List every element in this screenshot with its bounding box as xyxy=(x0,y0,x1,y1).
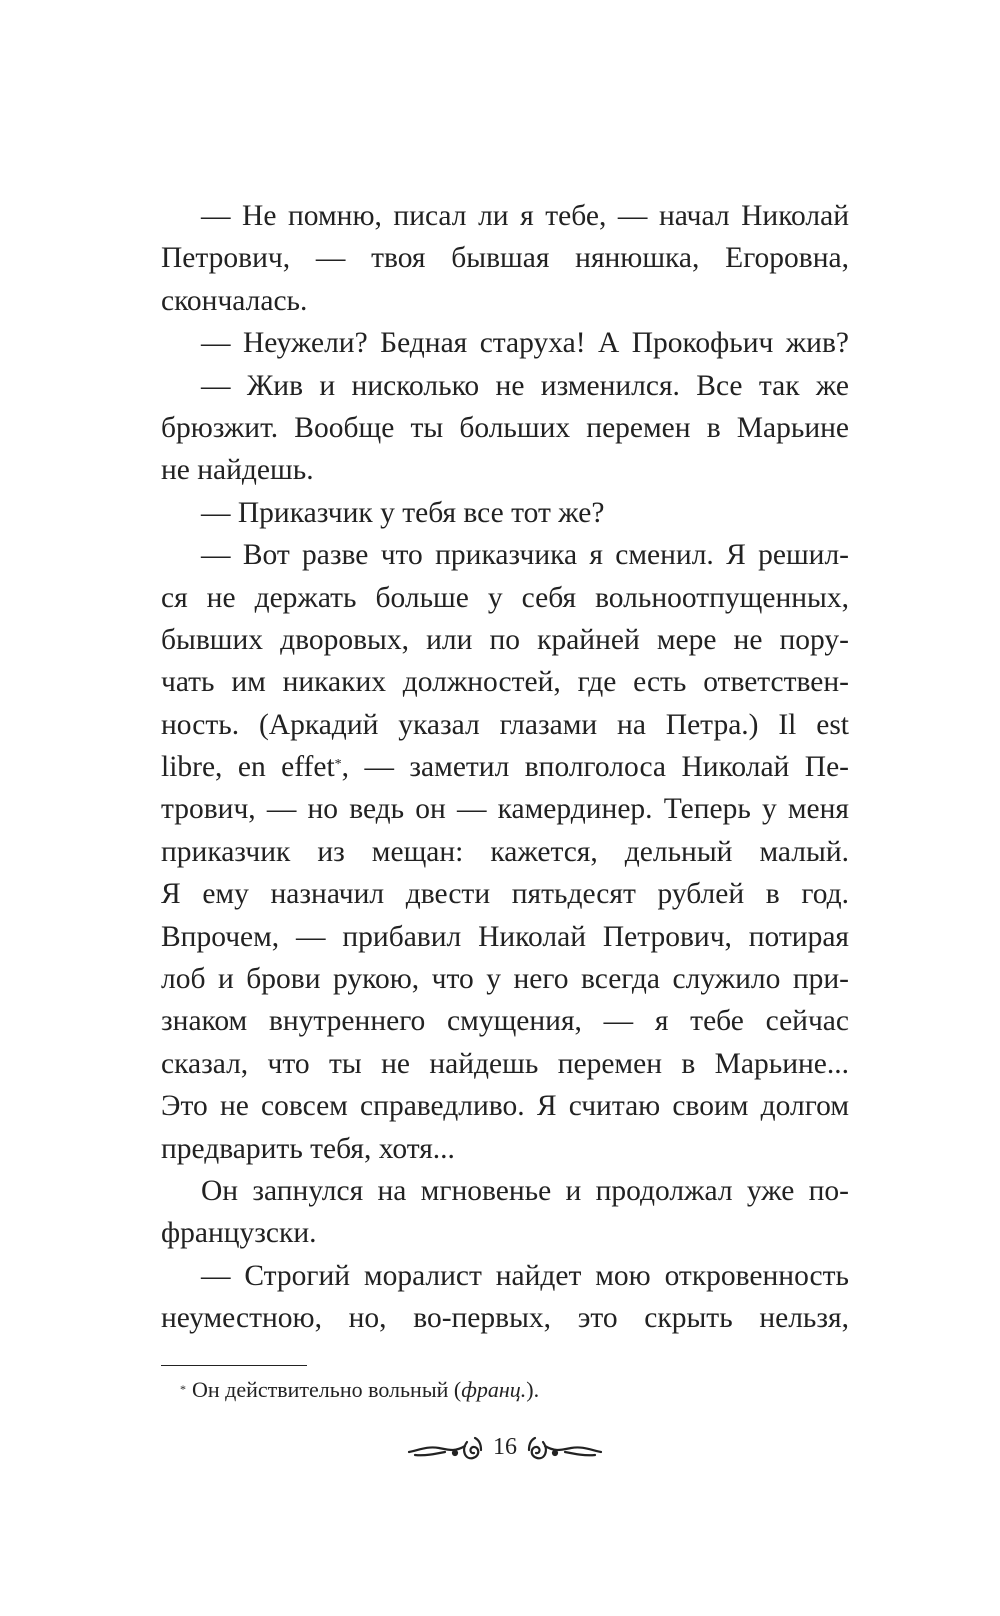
text-line: — Вот разве что приказчика я сменил. Я решил- xyxy=(201,539,849,572)
text-line: Я ему назначил двести пятьдесят рублей в год. xyxy=(161,878,849,911)
text-line: ность. (Аркадий указал глазами на Петра.) Il est xyxy=(161,708,849,741)
text-line: Он запнулся на мгновенье и продолжал уже по- xyxy=(201,1174,849,1207)
footnote-marker: * xyxy=(180,1382,186,1396)
text-line: французски. xyxy=(161,1217,317,1250)
footnote-text: Он действительно вольный ( xyxy=(192,1377,462,1402)
text-line: ся не держать больше у себя вольноотпущенных, xyxy=(161,581,849,614)
text-line: Это не совсем справедливо. Я считаю своим долгом xyxy=(161,1090,849,1123)
line-segment: , — заметил вполголоса Николай Пе- xyxy=(341,751,850,784)
footnote xyxy=(180,1375,539,1405)
body-text xyxy=(161,195,849,1340)
text-line: скончалась. xyxy=(161,284,308,317)
text-line: — Жив и нисколько не изменился. Все так же xyxy=(201,369,849,402)
folio xyxy=(405,1428,605,1472)
text-line: брюзжит. Вообще ты больших перемен в Марьине xyxy=(161,411,849,444)
page-number: 16 xyxy=(493,1434,517,1460)
text-line: чать им никаких должностей, где есть ответствен- xyxy=(161,666,849,699)
text-line: трович, — но ведь он — камердинер. Теперь у меня xyxy=(161,793,849,826)
text-line: — Строгий моралист найдет мою откровенность xyxy=(201,1259,849,1292)
text-line-with-footnote-marker xyxy=(161,746,849,788)
text-line: лоб и брови рукою, что у него всегда служило при- xyxy=(161,963,849,996)
footnote-italic: франц. xyxy=(461,1377,527,1402)
text-line: неуместною, но, во-первых, это скрыть нельзя, xyxy=(161,1302,849,1335)
text-line: знаком внутреннего смущения, — я тебе сейчас xyxy=(161,1005,849,1038)
text-line: Петрович, — твоя бывшая нянюшка, Егоровна, xyxy=(161,242,849,275)
text-line: сказал, что ты не найдешь перемен в Марьине... xyxy=(161,1047,849,1080)
text-line: бывших дворовых, или по крайней мере не пору- xyxy=(161,623,849,656)
footnote-text-end: ). xyxy=(526,1377,540,1402)
line-segment: libre, en effet xyxy=(161,751,335,784)
text-line: — Приказчик у тебя все тот же? xyxy=(201,496,605,529)
text-line: — Неужели? Бедная старуха! А Прокофьич жив? xyxy=(201,327,849,360)
text-line: Впрочем, — прибавил Николай Петрович, потирая xyxy=(161,920,849,953)
text-line: — Не помню, писал ли я тебе, — начал Николай xyxy=(201,200,849,232)
text-line: не найдешь. xyxy=(161,454,314,487)
text-line: приказчик из мещан: кажется, дельный малый. xyxy=(161,835,849,868)
footnote-divider xyxy=(161,1365,307,1366)
footnote-marker[interactable]: * xyxy=(334,757,342,773)
text-line: предварить тебя, хотя... xyxy=(161,1132,455,1165)
